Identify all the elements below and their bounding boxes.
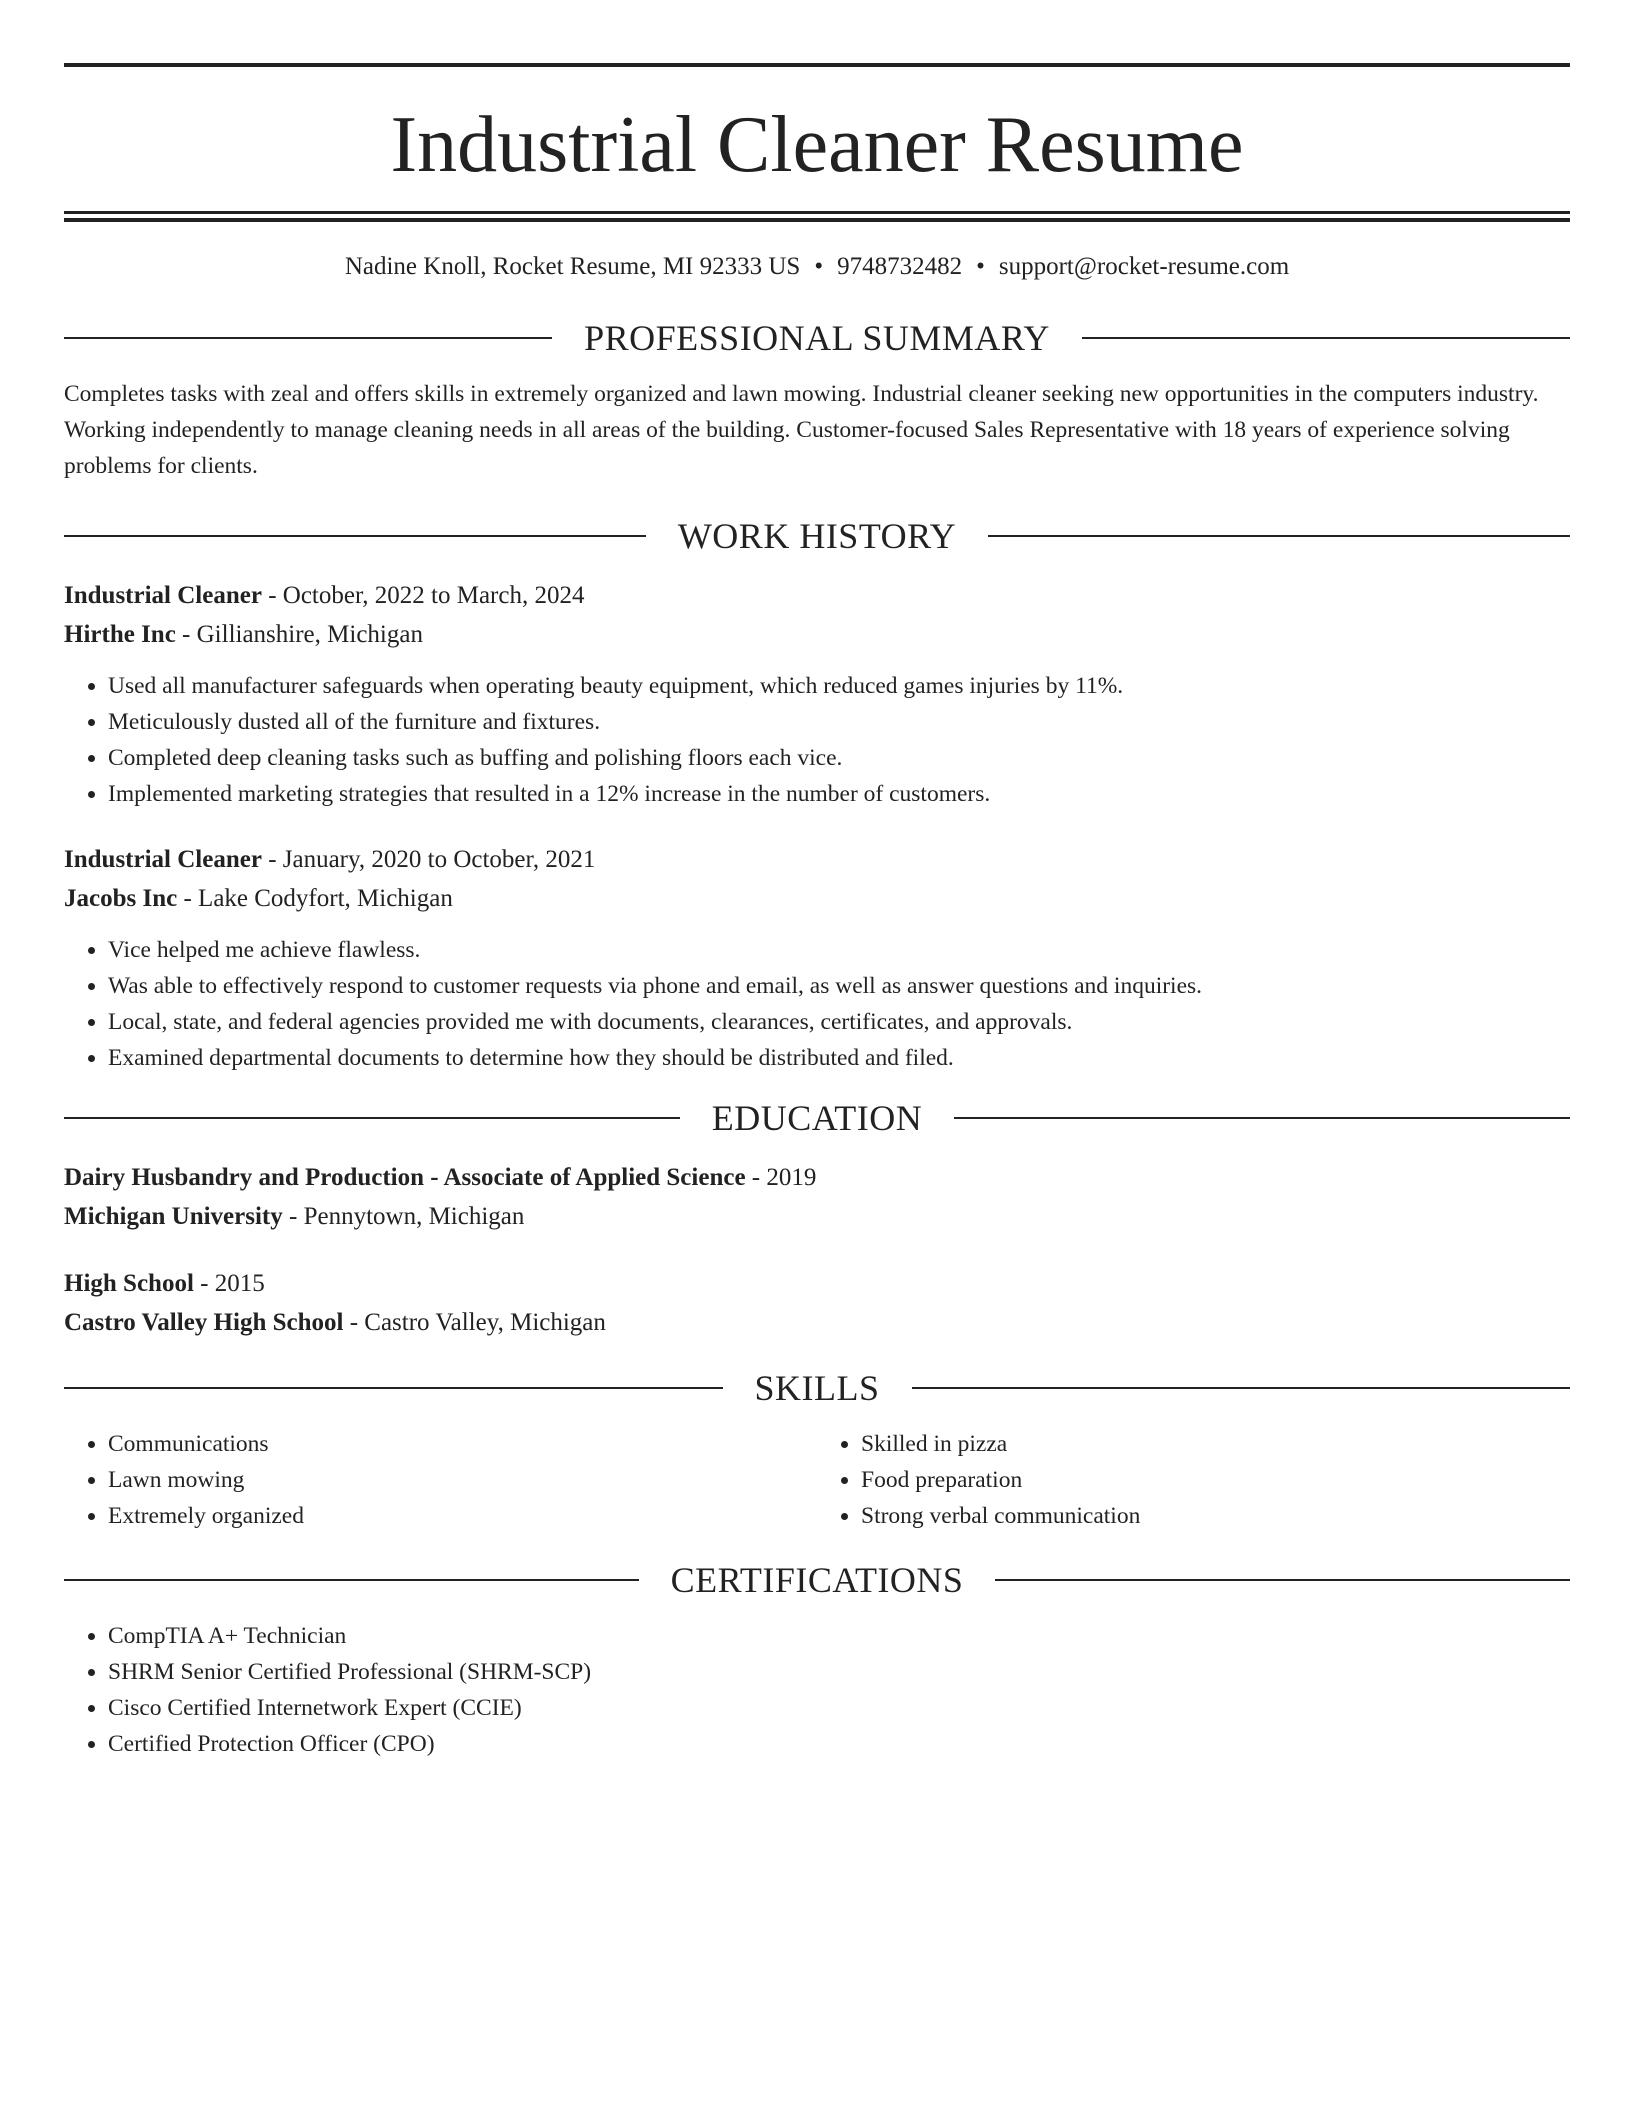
education-entry bbox=[64, 1158, 1570, 1236]
heading-rule-left bbox=[64, 1387, 723, 1389]
skills-columns bbox=[64, 1426, 1570, 1534]
school-location: - Pennytown, Michigan bbox=[282, 1203, 525, 1230]
job-role: Industrial Cleaner bbox=[64, 846, 262, 873]
heading-rule-left bbox=[64, 535, 646, 537]
title-double-rule bbox=[64, 211, 1570, 222]
list-item: • Used all manufacturer safeguards when operating beauty equipment, which reduced games injuries by 11%. bbox=[108, 668, 1570, 704]
job-location: - Gillianshire, Michigan bbox=[175, 621, 423, 648]
list-item: • Completed deep cleaning tasks such as buffing and polishing floors each vice. bbox=[108, 740, 1570, 776]
contact-separator: • bbox=[976, 253, 985, 280]
job-company-line bbox=[64, 879, 1570, 918]
contact-phone: 9748732482 bbox=[837, 253, 963, 280]
heading-rule-right bbox=[1082, 337, 1570, 339]
skills-list-left bbox=[64, 1426, 817, 1534]
heading-rule-right bbox=[995, 1579, 1570, 1581]
school-name: Michigan University bbox=[64, 1203, 283, 1230]
degree-line bbox=[64, 1158, 1570, 1197]
summary-text: Completes tasks with zeal and offers skills in extremely organized and lawn mowing. Industrial cleaner seeking new opportunities in the computers industry. Working independently to manage cleaning needs in all areas of the building. Customer-focused Sales Representative with 18 years of experience solving problems for clients. bbox=[64, 381, 1539, 479]
degree-line bbox=[64, 1264, 1570, 1303]
section-title-summary: PROFESSIONAL SUMMARY bbox=[584, 318, 1050, 358]
heading-rule-right bbox=[912, 1387, 1571, 1389]
skills-list-right bbox=[817, 1426, 1570, 1534]
top-rule bbox=[64, 63, 1570, 67]
school-line bbox=[64, 1197, 1570, 1236]
section-heading-work bbox=[64, 512, 1570, 560]
degree-name: Dairy Husbandry and Production - Associate of Applied Science bbox=[64, 1164, 746, 1191]
heading-rule-left bbox=[64, 1117, 680, 1119]
section-heading-education bbox=[64, 1094, 1570, 1142]
list-item: • Extremely organized bbox=[108, 1498, 817, 1534]
heading-rule-left bbox=[64, 337, 552, 339]
contact-email: support@rocket-resume.com bbox=[998, 253, 1290, 280]
school-line bbox=[64, 1303, 1570, 1342]
work-entry bbox=[64, 840, 1570, 1076]
list-item: • Food preparation bbox=[861, 1462, 1570, 1498]
list-item: • Meticulously dusted all of the furniture and fixtures. bbox=[108, 704, 1570, 740]
heading-rule-left bbox=[64, 1579, 639, 1581]
list-item: • Skilled in pizza bbox=[861, 1426, 1570, 1462]
list-item: • Examined departmental documents to determine how they should be distributed and filed. bbox=[108, 1040, 1570, 1076]
section-heading-certifications bbox=[64, 1556, 1570, 1604]
job-company: Jacobs Inc bbox=[64, 885, 178, 912]
list-item: • Communications bbox=[108, 1426, 817, 1462]
section-title-education: EDUCATION bbox=[711, 1098, 923, 1138]
degree-year: - 2019 bbox=[745, 1164, 817, 1191]
certifications-list bbox=[64, 1618, 1570, 1762]
school-location: - Castro Valley, Michigan bbox=[343, 1309, 606, 1336]
list-item: • Cisco Certified Internetwork Expert (CCIE) bbox=[108, 1690, 1570, 1726]
job-dates: - October, 2022 to March, 2024 bbox=[261, 582, 585, 609]
list-item: • Strong verbal communication bbox=[861, 1498, 1570, 1534]
section-heading-summary bbox=[64, 314, 1570, 362]
education-entry bbox=[64, 1264, 1570, 1342]
job-bullets bbox=[64, 932, 1570, 1076]
section-title-skills: SKILLS bbox=[754, 1368, 880, 1408]
job-title-line bbox=[64, 840, 1570, 879]
section-heading-skills bbox=[64, 1364, 1570, 1412]
resume-title: Industrial Cleaner Resume bbox=[390, 101, 1244, 189]
list-item: • Certified Protection Officer (CPO) bbox=[108, 1726, 1570, 1762]
job-company-line bbox=[64, 615, 1570, 654]
degree-name: High School bbox=[64, 1270, 194, 1297]
list-item: • CompTIA A+ Technician bbox=[108, 1618, 1570, 1654]
list-item: • SHRM Senior Certified Professional (SHRM-SCP) bbox=[108, 1654, 1570, 1690]
heading-rule-right bbox=[954, 1117, 1570, 1119]
degree-year: - 2015 bbox=[193, 1270, 265, 1297]
school-name: Castro Valley High School bbox=[64, 1309, 344, 1336]
heading-rule-right bbox=[988, 535, 1570, 537]
section-title-certifications: CERTIFICATIONS bbox=[670, 1560, 964, 1600]
job-role: Industrial Cleaner bbox=[64, 582, 262, 609]
resume-page bbox=[64, 0, 1570, 1762]
job-bullets bbox=[64, 668, 1570, 812]
contact-separator: • bbox=[814, 253, 824, 280]
list-item: • Implemented marketing strategies that resulted in a 12% increase in the number of customers. bbox=[108, 776, 1570, 812]
list-item: • Vice helped me achieve flawless. bbox=[108, 932, 1570, 968]
list-item: • Was able to effectively respond to customer requests via phone and email, as well as answer questions and inquiries. bbox=[108, 968, 1570, 1004]
job-location: - Lake Codyfort, Michigan bbox=[177, 885, 453, 912]
job-company: Hirthe Inc bbox=[64, 621, 176, 648]
contact-line bbox=[64, 250, 1570, 284]
work-entry bbox=[64, 576, 1570, 812]
job-title-line bbox=[64, 576, 1570, 615]
section-title-work: WORK HISTORY bbox=[677, 516, 957, 556]
list-item: • Local, state, and federal agencies provided me with documents, clearances, certificates, and approvals. bbox=[108, 1004, 1570, 1040]
contact-address: Nadine Knoll, Rocket Resume, MI 92333 US bbox=[344, 253, 801, 280]
job-dates: - January, 2020 to October, 2021 bbox=[261, 846, 596, 873]
list-item: • Lawn mowing bbox=[108, 1462, 817, 1498]
